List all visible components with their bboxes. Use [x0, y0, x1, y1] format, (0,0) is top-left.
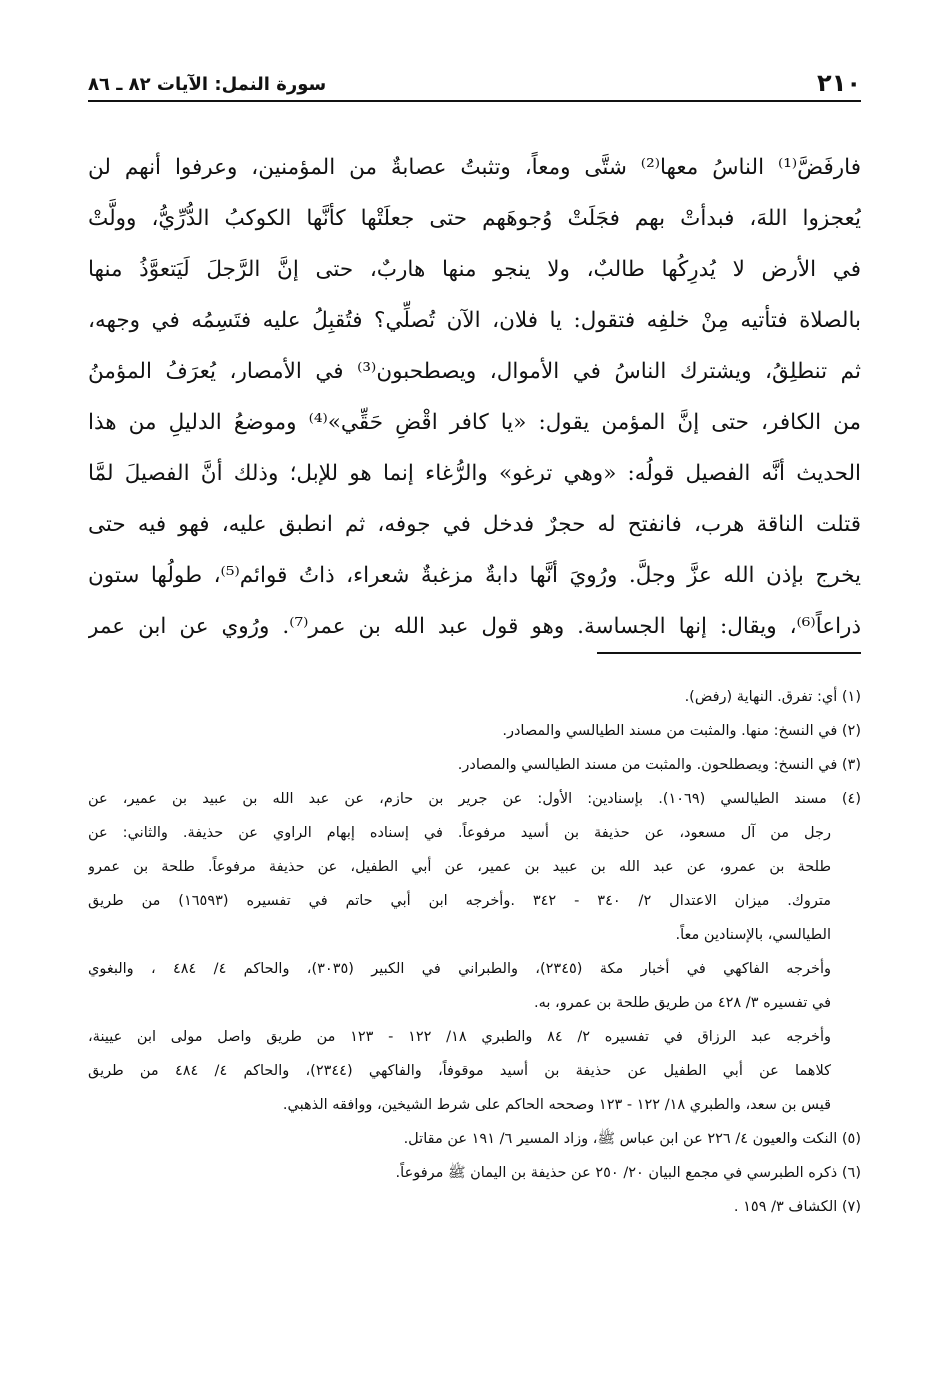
footnote-line: وأخرجه الفاكهي في أخبار مكة (٢٣٤٥)، والطبراني في الكبير (٣٠٣٥)، والحاكم ٤/ ٤٨٤ ، والبغوي	[88, 961, 831, 977]
footnote-line: طلحة بن عمرو، عن عبد الله بن عبيد بن عمير، عن أبي الطفيل، عن حذيفة مرفوعاً. طلحة بن عمرو	[88, 859, 831, 875]
footnote-line: (٧) الكشاف ٣/ ١٥٩ .	[733, 1199, 861, 1215]
footnote-1	[88, 680, 861, 714]
footnote-6	[88, 1156, 861, 1190]
body-line: قتلت الناقة هرب، فانفتح له حجرٌ فدخل في جوفه، ثم انطبق عليه، فهو فيه حتى	[88, 512, 861, 537]
footnote-line: في تفسيره ٣/ ٤٢٨ من طريق طلحة بن عمرو، به.	[533, 995, 831, 1011]
body-line: الحديث أنَّه الفصيل قولُه: «وهي ترغو» والرُّغاء إنما هو للإبل؛ وذلك أنَّ الفصيلَ لمَّا	[88, 461, 861, 486]
footnote-line: (١) أي: تفرق. النهاية (رفض).	[684, 689, 861, 705]
body-line: يُعجزوا اللهَ، فبدأتْ بهم فجَلَتْ وُجوهَهم حتى جعلَتْها كأنَّها الكوكبُ الدُّرِّيُّ، وولَّتْ	[88, 206, 861, 231]
footnote-line: (٦) ذكره الطبرسي في مجمع البيان ٢٠/ ٢٥٠ عن حذيفة بن اليمان ﷺ مرفوعاً.	[395, 1165, 861, 1181]
page-header	[88, 66, 861, 102]
body-line: بالصلاة فتأتيه مِنْ خلفِه فتقول: يا فلان، الآن تُصلِّي؟ فتُقبِلُ عليه فتَسِمُه في وجهه،	[88, 308, 861, 333]
footnote-line: (٢) في النسخ: منها. والمثبت من مسند الطيالسي والمصادر.	[502, 723, 861, 739]
footnote-line: وأخرجه عبد الرزاق في تفسيره ٢/ ٨٤ والطبري ١٨/ ١٢٢ - ١٢٣ من طريق واصل مولى ابن عيينة،	[88, 1029, 831, 1045]
main-text	[88, 142, 861, 652]
footnote-line: (٣) في النسخ: ويصطلحون. والمثبت من مسند الطيالسي والمصادر.	[457, 757, 861, 773]
footnote-line: (٥) النكت والعيون ٤/ ٢٢٦ عن ابن عباس ﷺ، وزاد المسير ٦/ ١٩١ عن مقاتل.	[403, 1131, 861, 1147]
footnote-7	[88, 1190, 861, 1224]
footnote-line: الطيالسي، بالإسنادين معاً.	[675, 927, 831, 943]
footnote-4	[88, 782, 861, 952]
body-line: في الأرض لا يُدرِكُها طالبٌ، ولا ينجو منها هاربٌ، حتى إنَّ الرَّجلَ لَيَتعوَّذُ منها	[88, 257, 861, 282]
footnote-line: متروك. ميزان الاعتدال ٢/ ٣٤٠ - ٣٤٢ .وأخرجه ابن أبي حاتم في تفسيره (١٦٥٩٣) من طريق	[88, 893, 831, 909]
body-line: من الكافر، حتى إنَّ المؤمن يقول: «يا كافر اقْضِ حَقِّي»⁽⁴⁾ وموضعُ الدليلِ من هذا	[88, 410, 861, 435]
footnotes	[88, 680, 861, 1224]
body-line: ذراعاً⁽⁶⁾، ويقال: إنها الجساسة. وهو قول عبد الله بن عمر⁽⁷⁾. ورُوي عن ابن عمر	[88, 614, 861, 639]
footnote-2	[88, 714, 861, 748]
footnote-line: قيس بن سعد، والطبري ١٨/ ١٢٢ - ١٢٣ وصححه الحاكم على شرط الشيخين، ووافقه الذهبي.	[282, 1097, 831, 1113]
body-line: يخرج بإذن الله عزَّ وجلَّ. ورُويَ أنَّها دابةٌ مزغبةٌ شعراء، ذاتُ قوائم⁽⁵⁾، طولُها ستون	[88, 563, 861, 588]
footnote-line: كلاهما عن أبي الطفيل عن حذيفة بن أسيد موقوفاً، والفاكهي (٢٣٤٤)، والحاكم ٤/ ٤٨٤ من طريق	[88, 1063, 831, 1079]
body-line: فارفَضَّ⁽¹⁾ الناسُ معها⁽²⁾ شتَّى ومعاً، وتثبتُ عصابةٌ من المؤمنين، وعرفوا أنهم لن	[88, 155, 861, 180]
footnote-4-continued-b	[88, 1020, 861, 1122]
footnote-5	[88, 1122, 861, 1156]
footnote-line: رجل من آل مسعود، عن حذيفة بن أسيد مرفوعاً. في إسناده إبهام الراوي عن حذيفة. والثاني: عن	[88, 825, 831, 841]
body-line: ثم تنطلِقُ، ويشترك الناسُ في الأموال، ويصطحبون⁽³⁾ في الأمصار، يُعرَفُ المؤمنُ	[88, 359, 861, 384]
page-number: ٢١٠	[817, 69, 861, 97]
footnote-separator	[597, 652, 861, 654]
running-title: سورة النمل: الآيات ٨٢ ـ ٨٦	[88, 74, 327, 95]
footnote-line: (٤) مسند الطيالسي (١٠٦٩). بإسنادين: الأول: عن جرير بن حازم، عن عبد الله بن عبيد بن عمير، عن	[88, 791, 861, 807]
footnote-3	[88, 748, 861, 782]
footnote-4-continued-a	[88, 952, 861, 1020]
